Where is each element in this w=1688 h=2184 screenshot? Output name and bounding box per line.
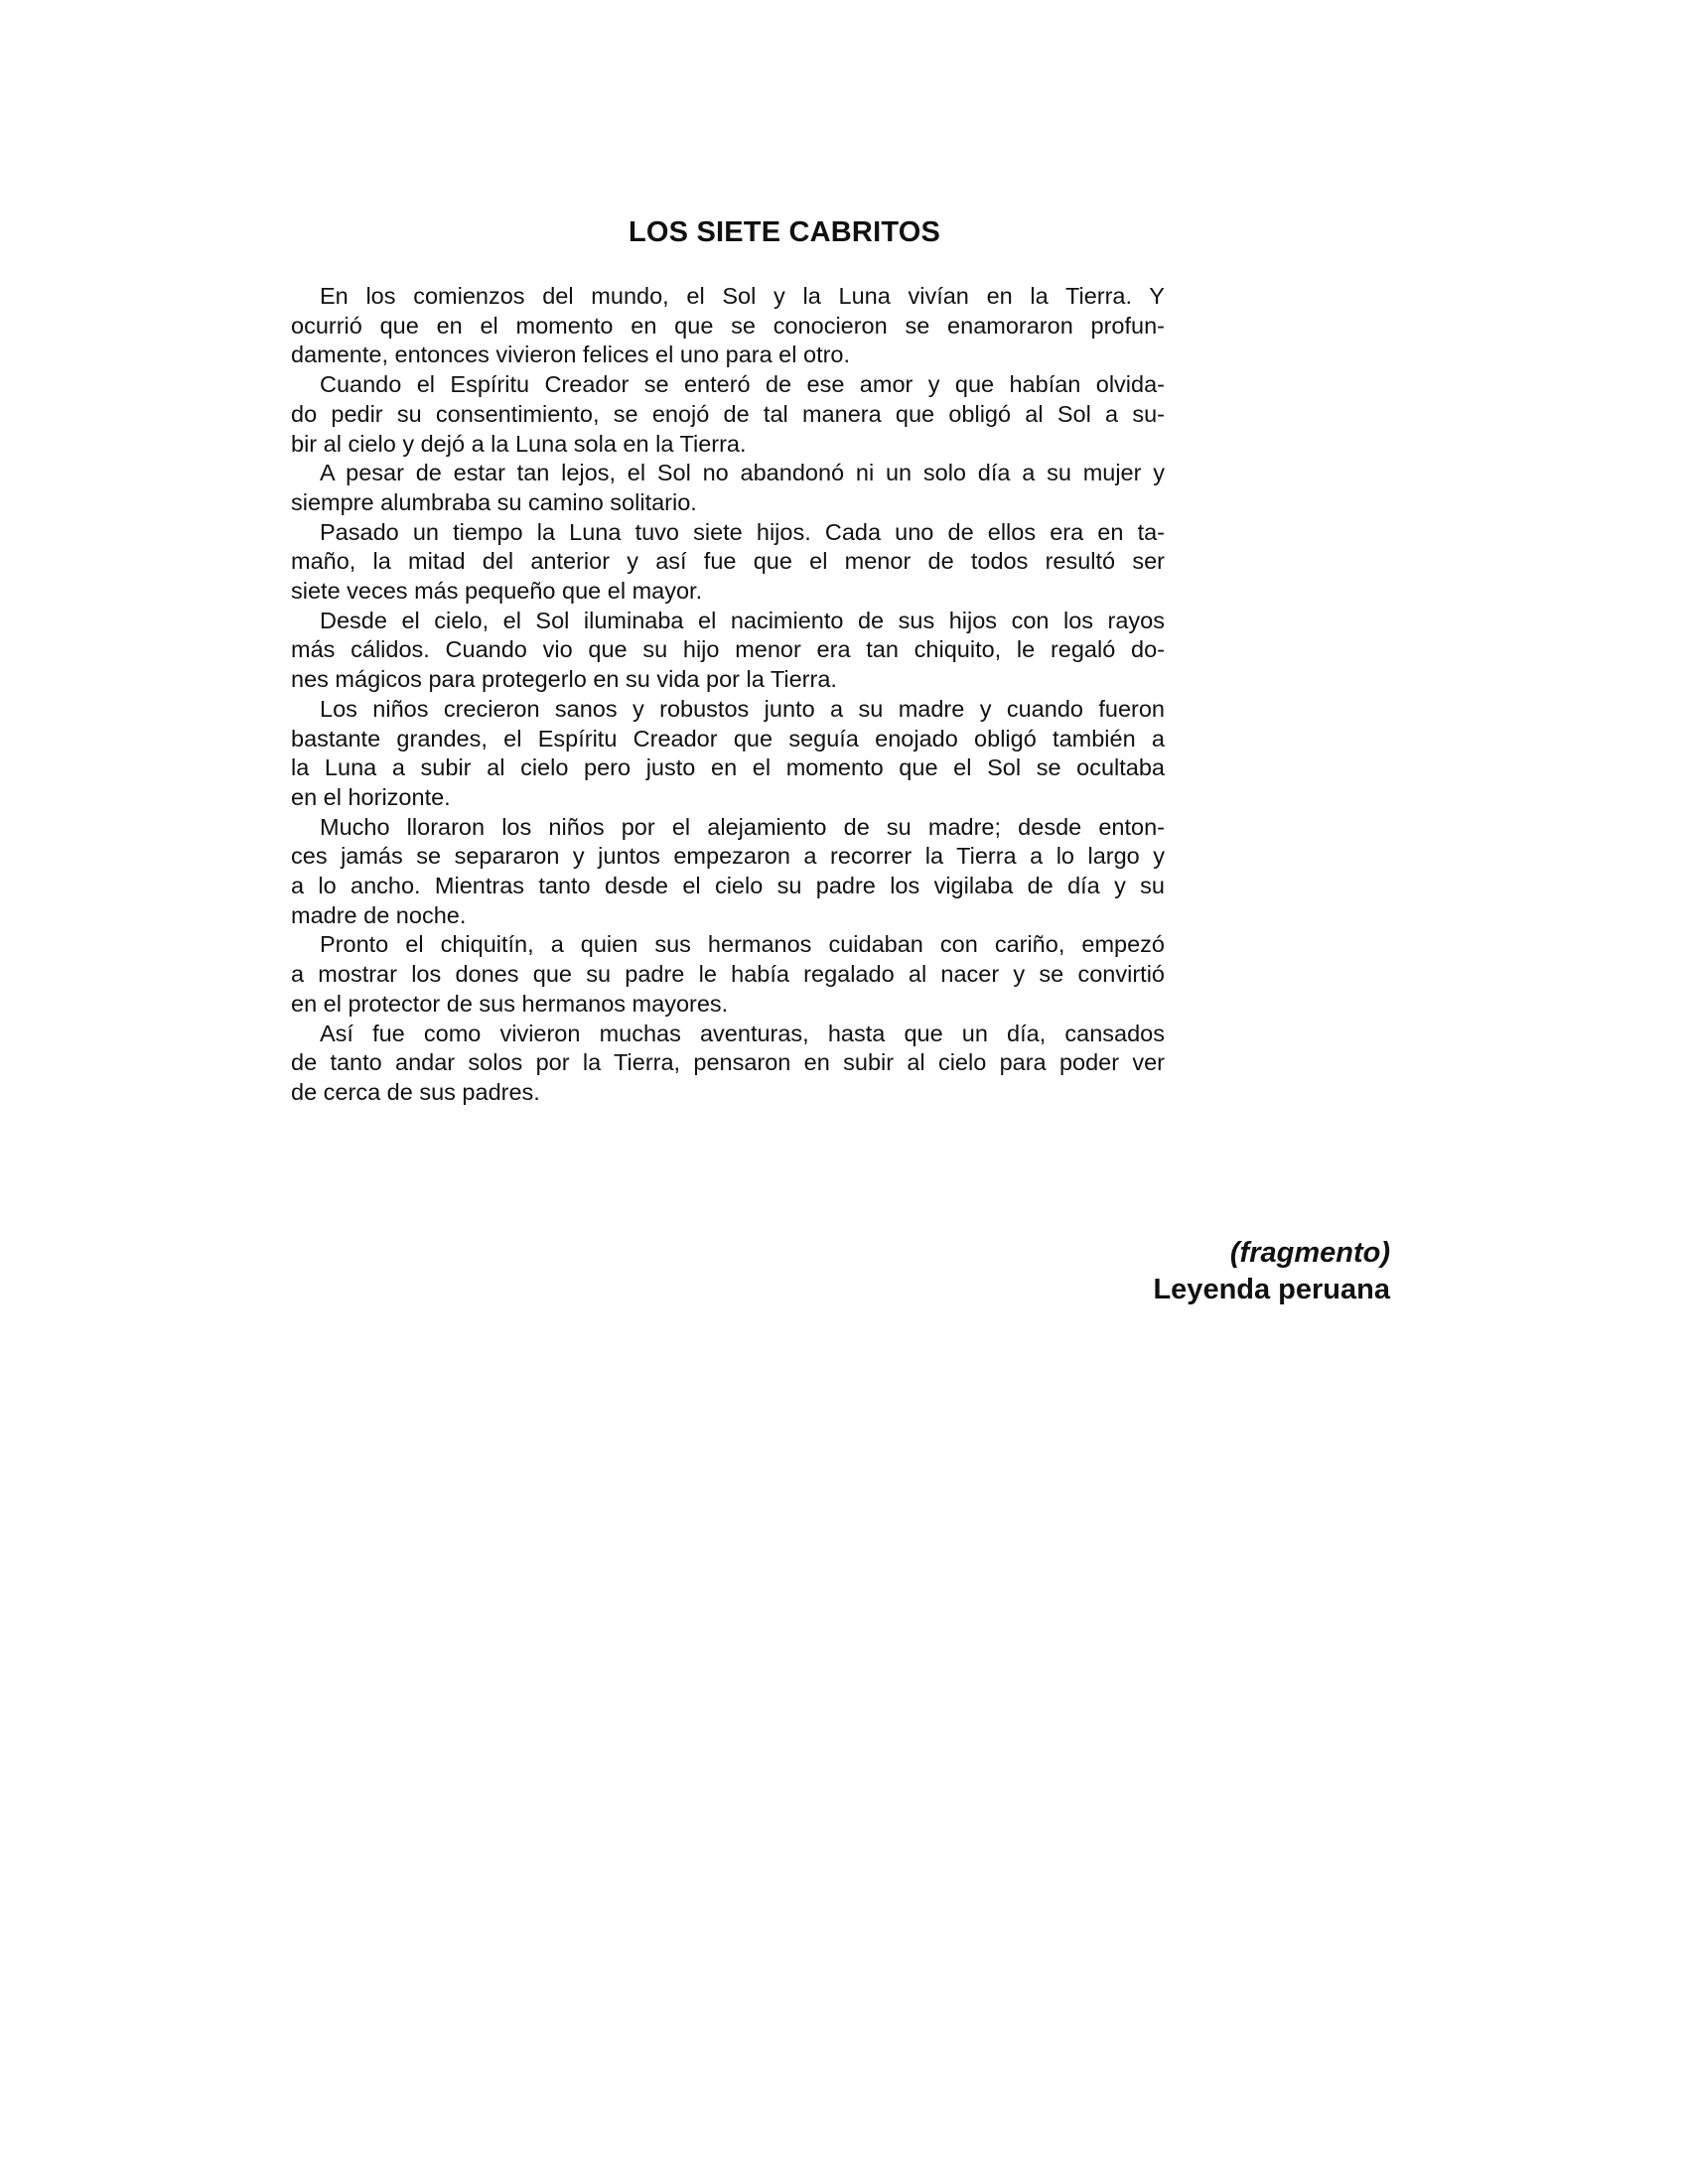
story-line: maño, la mitad del anterior y así fue que el menor de todos resultó ser [291, 548, 1165, 575]
story-line: en el protector de sus hermanos mayores. [291, 990, 729, 1017]
story-line: Desde el cielo, el Sol iluminaba el nacimiento de sus hijos con los rayos [320, 607, 1165, 633]
story-line: damente, entonces vivieron felices el uno para el otro. [291, 341, 851, 368]
origin-label: Leyenda peruana [1153, 1274, 1390, 1305]
story-line: siete veces más pequeño que el mayor. [291, 578, 703, 605]
fragment-note: (fragmento) [1229, 1237, 1390, 1269]
story-line: Cuando el Espíritu Creador se enteró de ese amor y que habían olvida- [320, 371, 1165, 398]
story-line: A pesar de estar tan lejos, el Sol no abandonó ni un solo día a su mujer y [320, 460, 1165, 486]
story-body [291, 282, 1165, 1108]
document-title: LOS SIETE CABRITOS [628, 216, 941, 248]
story-line: Los niños crecieron sanos y robustos junto a su madre y cuando fueron [320, 695, 1165, 722]
story-line: do pedir su consentimiento, se enojó de tal manera que obligó al Sol a su- [291, 400, 1165, 427]
story-line: Mucho lloraron los niños por el alejamiento de su madre; desde enton- [320, 813, 1165, 840]
story-line: más cálidos. Cuando vio que su hijo menor era tan chiquito, le regaló do- [291, 636, 1165, 663]
story-line: de cerca de sus padres. [291, 1078, 540, 1105]
story-line: ces jamás se separaron y juntos empezaron a recorrer la Tierra a lo largo y [291, 843, 1165, 870]
story-line: Pasado un tiempo la Luna tuvo siete hijos. Cada uno de ellos era en ta- [320, 518, 1165, 545]
story-line: a lo ancho. Mientras tanto desde el cielo su padre los vigilaba de día y su [291, 873, 1165, 899]
story-line: ocurrió que en el momento en que se conocieron se enamoraron profun- [291, 312, 1165, 339]
story-line: en el horizonte. [291, 783, 451, 810]
story-line: la Luna a subir al cielo pero justo en el momento que el Sol se ocultaba [291, 754, 1165, 781]
story-line: siempre alumbraba su camino solitario. [291, 488, 697, 515]
story-line: a mostrar los dones que su padre le había regalado al nacer y se convirtió [291, 961, 1165, 988]
story-line: de tanto andar solos por la Tierra, pensaron en subir al cielo para poder ver [291, 1049, 1165, 1076]
story-line: Pronto el chiquitín, a quien sus hermanos cuidaban con cariño, empezó [320, 931, 1165, 958]
story-line: nes mágicos para protegerlo en su vida por la Tierra. [291, 666, 837, 693]
story-line: En los comienzos del mundo, el Sol y la Luna vivían en la Tierra. Y [320, 283, 1165, 309]
story-line: bir al cielo y dejó a la Luna sola en la Tierra. [291, 430, 747, 457]
story-line: madre de noche. [291, 901, 467, 928]
credits-block [1153, 1235, 1390, 1308]
story-line: bastante grandes, el Espíritu Creador que seguía enojado obligó también a [291, 725, 1165, 751]
story-line: Así fue como vivieron muchas aventuras, hasta que un día, cansados [320, 1020, 1165, 1046]
